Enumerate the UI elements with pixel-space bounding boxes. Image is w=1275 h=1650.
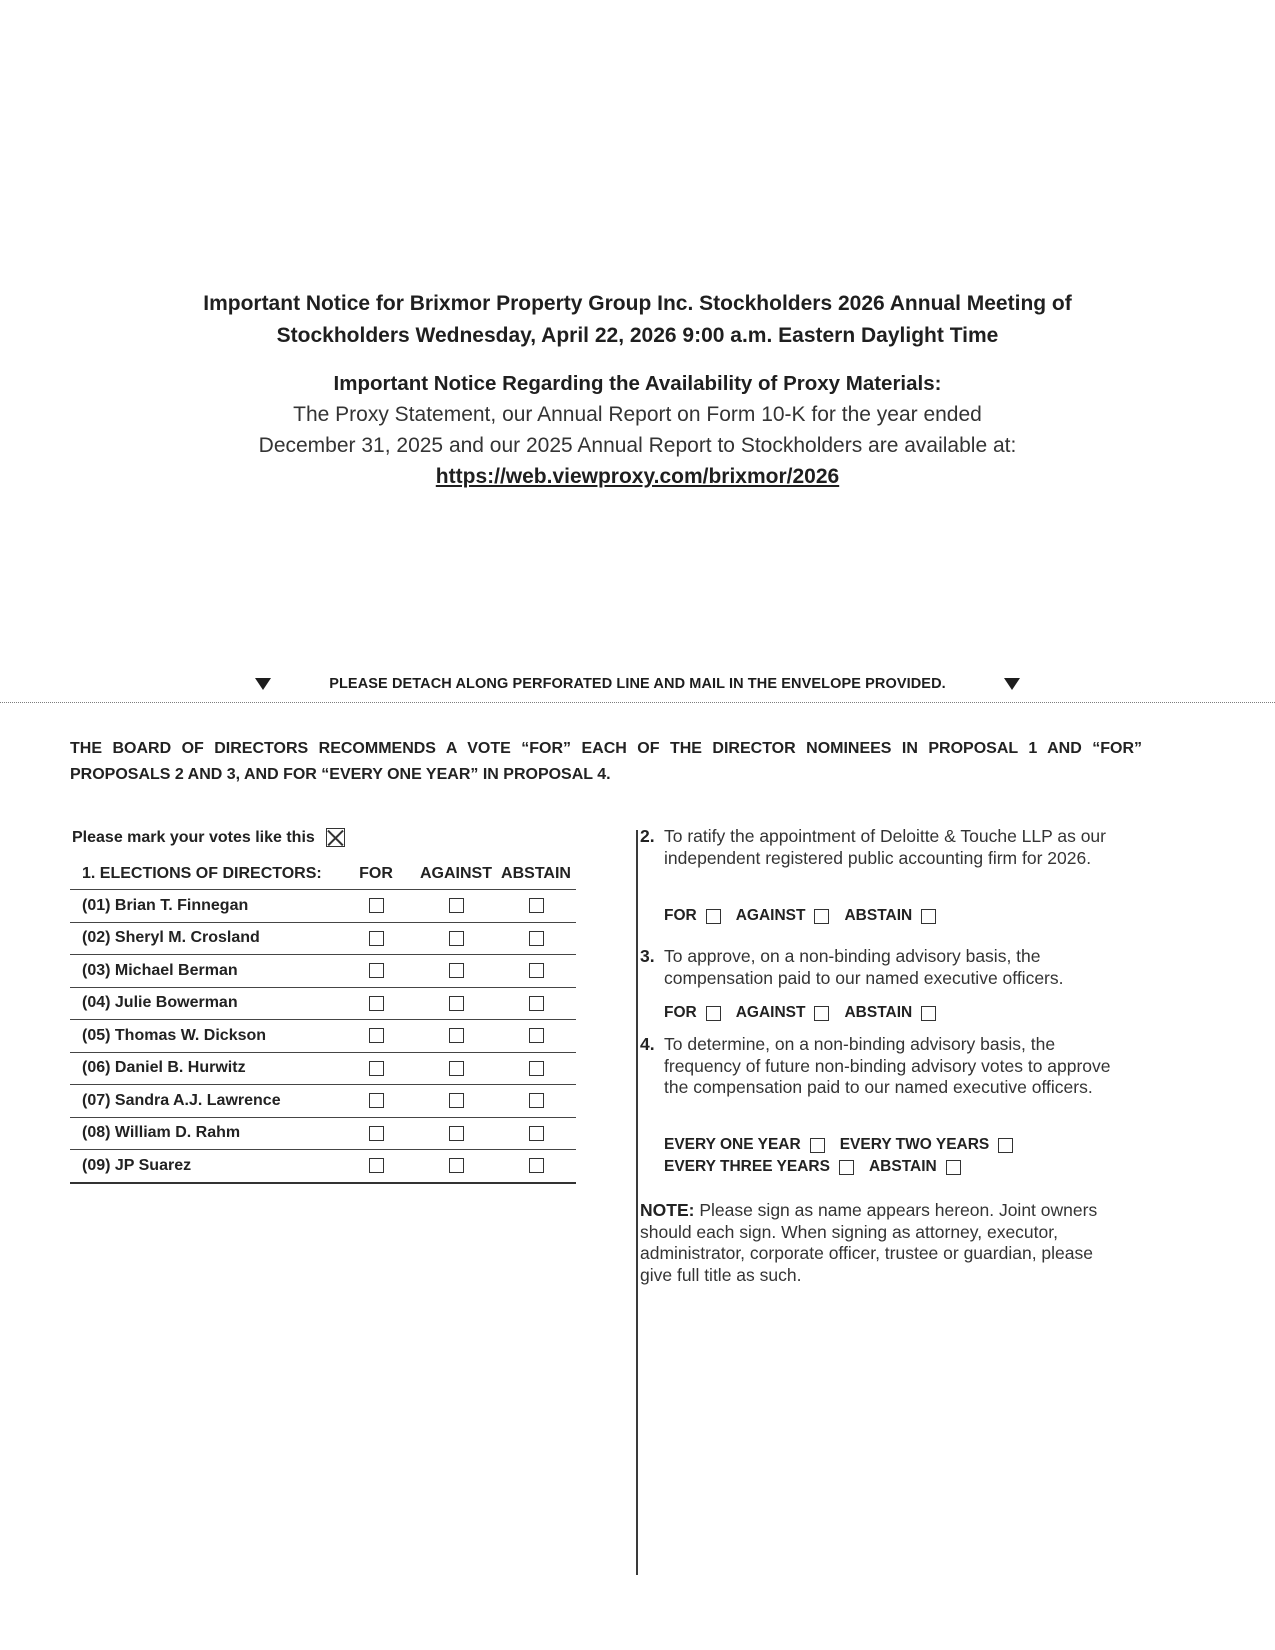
proposal-4-options-line1: [664, 1134, 1013, 1156]
column-header-for: FOR: [359, 864, 393, 882]
proxy-materials-line2: December 31, 2025 and our 2025 Annual Report to Stockholders are available at:: [258, 434, 1017, 457]
table-row: [70, 1149, 576, 1182]
elections-table-body: [70, 889, 576, 1184]
vote-against-checkbox[interactable]: [449, 1158, 464, 1173]
vote-against-checkbox[interactable]: [449, 996, 464, 1011]
proposal-2-text: To ratify the appointment of Deloitte & Touche LLP as our independent registered public accounting firm for 2026.: [664, 826, 1106, 868]
vote-for-checkbox[interactable]: [369, 963, 384, 978]
vote-abstain-checkbox[interactable]: [529, 931, 544, 946]
vote-for-checkbox[interactable]: [369, 931, 384, 946]
proposal-3-number: 3.: [640, 946, 655, 966]
against-checkbox[interactable]: [814, 909, 829, 924]
option-abstain-label: ABSTAIN: [844, 1004, 913, 1021]
abstain-checkbox[interactable]: [921, 909, 936, 924]
vote-abstain-checkbox[interactable]: [529, 1158, 544, 1173]
signing-note-text: Please sign as name appears hereon. Joint owners should each sign. When signing as attorney, executor, administrator, corporate officer, trustee or guardian, please give full title as such.: [640, 1200, 1098, 1285]
vote-against-checkbox[interactable]: [449, 1061, 464, 1076]
vote-for-checkbox[interactable]: [369, 1061, 384, 1076]
option-every-three-years-label: EVERY THREE YEARS: [664, 1158, 830, 1175]
abstain-checkbox[interactable]: [946, 1160, 961, 1175]
vote-for-checkbox[interactable]: [369, 996, 384, 1011]
option-abstain-label: ABSTAIN: [868, 1158, 937, 1175]
proposal-2: [640, 826, 1132, 869]
table-row: [70, 1084, 576, 1117]
vote-for-checkbox[interactable]: [369, 898, 384, 913]
table-row: [70, 1052, 576, 1085]
signing-note: [640, 1200, 1124, 1286]
table-row: [70, 922, 576, 955]
nominee-name: (06) Daniel B. Hurwitz: [82, 1059, 246, 1077]
for-checkbox[interactable]: [706, 909, 721, 924]
proposal-4-number: 4.: [640, 1034, 655, 1054]
vote-for-checkbox[interactable]: [369, 1158, 384, 1173]
table-row: [70, 889, 576, 922]
proxy-materials-heading: Important Notice Regarding the Availability of Proxy Materials:: [333, 372, 942, 395]
option-every-one-year-label: EVERY ONE YEAR: [664, 1136, 801, 1153]
nominee-name: (09) JP Suarez: [82, 1156, 192, 1174]
vote-abstain-checkbox[interactable]: [529, 963, 544, 978]
vote-for-checkbox[interactable]: [369, 1093, 384, 1108]
director-elections-table: [70, 858, 576, 1184]
nominee-name: (03) Michael Berman: [82, 961, 238, 979]
table-row: [70, 987, 576, 1020]
vote-against-checkbox[interactable]: [449, 1028, 464, 1043]
nominee-name: (07) Sandra A.J. Lawrence: [82, 1091, 281, 1109]
nominee-name: (08) William D. Rahm: [82, 1124, 241, 1142]
meeting-notice-title: [0, 288, 1275, 352]
meeting-notice-line2: Stockholders Wednesday, April 22, 2026 9:00 a.m. Eastern Daylight Time: [276, 324, 999, 347]
nominee-name: (05) Thomas W. Dickson: [82, 1026, 267, 1044]
proposal-4: [640, 1034, 1132, 1099]
vote-abstain-checkbox[interactable]: [529, 898, 544, 913]
perforation-line: [0, 702, 1275, 703]
proposal-3-text: To approve, on a non-binding advisory basis, the compensation paid to our named executive officers.: [664, 946, 1064, 988]
against-checkbox[interactable]: [814, 1006, 829, 1021]
vote-abstain-checkbox[interactable]: [529, 1093, 544, 1108]
board-recommendation: THE BOARD OF DIRECTORS RECOMMENDS A VOTE “FOR” EACH OF THE DIRECTOR NOMINEES IN PROPOSAL 1 AND “FOR” PROPOSALS 2 AND 3, AND FOR “EVERY ONE YEAR” IN PROPOSAL 4.: [70, 740, 1142, 783]
option-every-two-years-label: EVERY TWO YEARS: [839, 1136, 990, 1153]
every-three-years-checkbox[interactable]: [839, 1160, 854, 1175]
vote-against-checkbox[interactable]: [449, 1093, 464, 1108]
option-against-label: AGAINST: [735, 1004, 806, 1021]
detach-instruction: [0, 676, 1275, 692]
vote-against-checkbox[interactable]: [449, 963, 464, 978]
column-header-against: AGAINST: [420, 864, 492, 882]
table-row: [70, 1117, 576, 1150]
vote-against-checkbox[interactable]: [449, 931, 464, 946]
vote-abstain-checkbox[interactable]: [529, 996, 544, 1011]
vote-abstain-checkbox[interactable]: [529, 1028, 544, 1043]
table-row: [70, 1019, 576, 1052]
mark-votes-instruction-text: Please mark your votes like this: [72, 828, 315, 846]
option-for-label: FOR: [664, 907, 697, 924]
vote-against-checkbox[interactable]: [449, 898, 464, 913]
abstain-checkbox[interactable]: [921, 1006, 936, 1021]
vote-against-checkbox[interactable]: [449, 1126, 464, 1141]
marked-checkbox-icon: [326, 828, 345, 847]
vote-for-checkbox[interactable]: [369, 1028, 384, 1043]
vote-abstain-checkbox[interactable]: [529, 1061, 544, 1076]
table-row: [70, 954, 576, 987]
nominee-name: (01) Brian T. Finnegan: [82, 896, 249, 914]
every-one-year-checkbox[interactable]: [810, 1138, 825, 1153]
option-against-label: AGAINST: [735, 907, 806, 924]
detach-instruction-text: PLEASE DETACH ALONG PERFORATED LINE AND MAIL IN THE ENVELOPE PROVIDED.: [329, 676, 946, 692]
for-checkbox[interactable]: [706, 1006, 721, 1021]
option-for-label: FOR: [664, 1004, 697, 1021]
elections-table-header: [70, 858, 576, 889]
proposal-4-options-line2: [664, 1156, 1013, 1178]
column-divider: [636, 830, 638, 1575]
vote-abstain-checkbox[interactable]: [529, 1126, 544, 1141]
proxy-materials-url-link[interactable]: https://web.viewproxy.com/brixmor/2026: [435, 465, 840, 488]
proposal-2-number: 2.: [640, 826, 655, 846]
vote-for-checkbox[interactable]: [369, 1126, 384, 1141]
meeting-notice-line1: Important Notice for Brixmor Property Group Inc. Stockholders 2026 Annual Meeting of: [203, 292, 1072, 315]
proposal-3-options: [664, 1002, 936, 1024]
column-header-abstain: ABSTAIN: [501, 864, 571, 882]
option-abstain-label: ABSTAIN: [844, 907, 913, 924]
signing-note-label: NOTE:: [640, 1200, 695, 1220]
mark-votes-instruction: [72, 828, 345, 847]
proxy-materials-line1: The Proxy Statement, our Annual Report on Form 10-K for the year ended: [293, 403, 982, 426]
proxy-materials-notice: [0, 368, 1275, 492]
every-two-years-checkbox[interactable]: [998, 1138, 1013, 1153]
proposal-4-text: To determine, on a non-binding advisory basis, the frequency of future non-binding advisory votes to approve the compensation paid to our named executive officers.: [664, 1034, 1111, 1097]
down-triangle-icon: [1004, 678, 1020, 690]
elections-title: 1. ELECTIONS OF DIRECTORS:: [82, 864, 322, 882]
proposal-3: [640, 946, 1132, 989]
down-triangle-icon: [255, 678, 271, 690]
proposal-2-options: [664, 905, 936, 927]
nominee-name: (04) Julie Bowerman: [82, 994, 238, 1012]
proposal-4-options: [664, 1134, 1013, 1178]
nominee-name: (02) Sheryl M. Crosland: [82, 929, 260, 947]
